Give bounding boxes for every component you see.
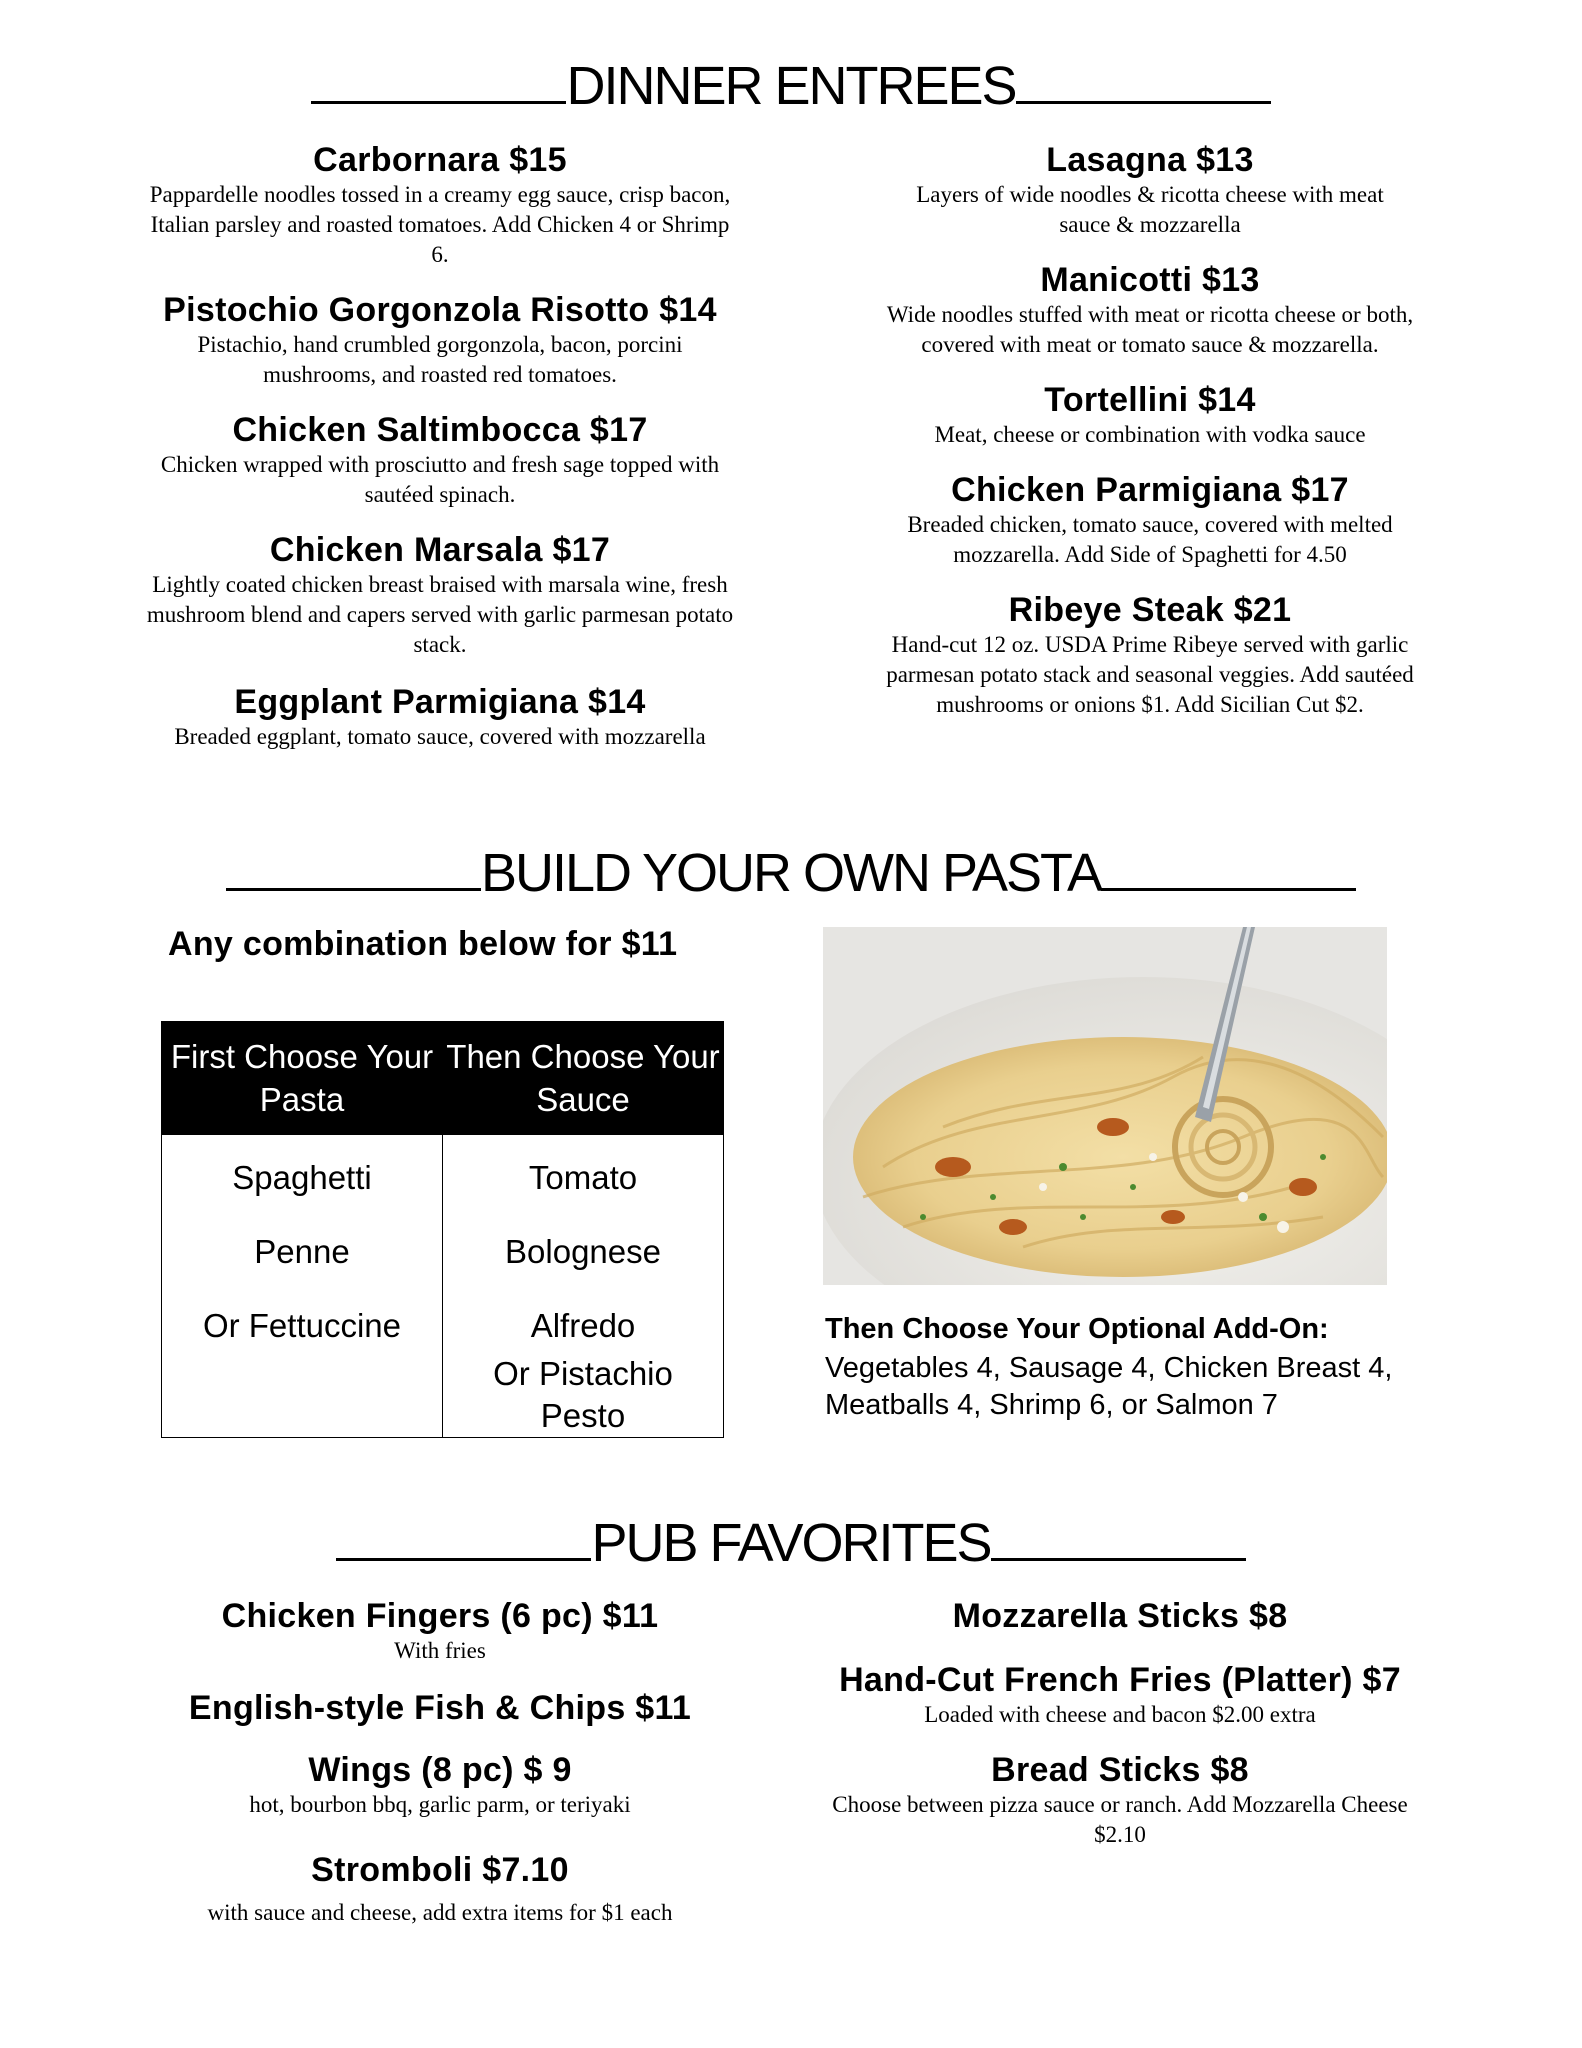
heading-rule-left [336,1550,591,1561]
heading-text: PUB FAVORITES [591,1513,991,1573]
menu-item-desc: Pistachio, hand crumbled gorgonzola, bacon, porcini mushrooms, and roasted red tomatoes. [197,332,683,387]
heading-rule-right [1101,880,1356,891]
menu-item [845,260,1455,360]
menu-item-title: Manicotti $13 [1040,261,1260,299]
menu-item-title: English-style Fish & Chips $11 [188,1689,692,1727]
sauce-column-header: Then Choose Your Sauce [443,1022,724,1135]
sauce-option: Bolognese [443,1199,724,1273]
heading-rule-right [1016,93,1271,104]
menu-item-title: Chicken Parmigiana $17 [951,471,1349,509]
menu-item-desc: Loaded with cheese and bacon $2.00 extra [924,1702,1316,1727]
menu-item-desc: Pappardelle noodles tossed in a creamy egg sauce, crisp bacon, Italian parsley and roasted tomatoes. Add Chicken 4 or Shrimp 6. [149,182,731,267]
pasta-option-empty [162,1347,443,1438]
build-pasta-heading [0,842,1582,904]
menu-item-desc: With fries [394,1638,486,1663]
pub-left-column [135,1596,745,1928]
menu-item-title: Tortellini $14 [1044,381,1256,419]
menu-item [135,682,745,752]
menu-item-title: Eggplant Parmigiana $14 [234,683,646,721]
menu-item-title: Bread Sticks $8 [991,1751,1249,1789]
menu-item-title: Hand-Cut French Fries (Platter) $7 [839,1661,1401,1699]
heading-rule-left [311,93,566,104]
pasta-option: Penne [162,1199,443,1273]
menu-item [135,290,745,390]
pasta-illustration [823,927,1387,1285]
table-row [162,1135,724,1200]
dinner-right-column [845,140,1455,720]
menu-item [135,1850,745,1928]
pub-right-column [800,1596,1440,1850]
pasta-photo [823,927,1387,1285]
menu-item-title: Ribeye Steak $21 [1008,591,1292,629]
menu-item-title: Chicken Marsala $17 [269,531,611,569]
table-row [162,1273,724,1347]
menu-item [135,1750,745,1820]
menu-item [135,1596,745,1666]
table-row [162,1347,724,1438]
menu-item-desc: Choose between pizza sauce or ranch. Add Mozzarella Cheese $2.10 [832,1792,1408,1847]
menu-item [800,1596,1440,1636]
addon-text: Vegetables 4, Sausage 4, Chicken Breast 4, Meatballs 4, Shrimp 6, or Salmon 7 [825,1352,1393,1421]
build-pasta-table [161,1021,724,1438]
pasta-column-header: First Choose Your Pasta [162,1022,443,1135]
menu-item-desc: Lightly coated chicken breast braised with marsala wine, fresh mushroom blend and capers served with garlic parmesan potato stack. [146,572,734,657]
menu-item-desc: Layers of wide noodles & ricotta cheese with meat sauce & mozzarella [916,182,1384,237]
menu-item-desc: Meat, cheese or combination with vodka sauce [934,422,1366,447]
menu-item [135,1688,745,1728]
heading-text: BUILD YOUR OWN PASTA [480,843,1102,903]
addon-title: Then Choose Your Optional Add-On: [825,1313,1329,1345]
menu-item-desc: Breaded chicken, tomato sauce, covered with melted mozzarella. Add Side of Spaghetti for 4.50 [907,512,1393,567]
menu-item-title: Mozzarella Sticks $8 [952,1597,1288,1635]
menu-item [135,410,745,510]
menu-item-title: Wings (8 pc) $ 9 [308,1751,572,1789]
menu-item [800,1660,1440,1730]
menu-item-desc: Hand-cut 12 oz. USDA Prime Ribeye served with garlic parmesan potato stack and seasonal veggies. Add sautéed mushrooms or onions $1. Add Sicilian Cut $2. [886,632,1414,717]
menu-item [135,530,745,660]
heading-text: DINNER ENTREES [566,56,1016,116]
menu-item-desc: Wide noodles stuffed with meat or ricotta cheese or both, covered with meat or tomato sauce & mozzarella. [886,302,1414,357]
dinner-left-column [135,140,745,752]
menu-item [135,140,745,270]
menu-item [800,1750,1440,1850]
table-header-row [162,1022,724,1135]
menu-item-title: Chicken Fingers (6 pc) $11 [221,1597,659,1635]
heading-rule-right [991,1550,1246,1561]
menu-item [845,140,1455,240]
menu-item-title: Stromboli $7.10 [311,1851,569,1889]
heading-rule-left [226,880,481,891]
menu-item-desc: Breaded eggplant, tomato sauce, covered with mozzarella [174,724,706,749]
menu-item [845,470,1455,570]
menu-item-title: Lasagna $13 [1046,141,1254,179]
pub-favorites-heading [0,1512,1582,1574]
menu-item-desc: Chicken wrapped with prosciutto and fresh sage topped with sautéed spinach. [160,452,720,507]
dinner-entrees-heading [0,55,1582,117]
menu-item-desc: with sauce and cheese, add extra items for $1 each [207,1900,673,1925]
sauce-option: Alfredo [443,1273,724,1347]
menu-item [845,380,1455,450]
menu-item-title: Chicken Saltimbocca $17 [232,411,648,449]
pasta-option: Spaghetti [162,1135,443,1200]
pasta-option: Or Fettuccine [162,1273,443,1347]
build-subtitle: Any combination below for $11 [168,925,678,963]
sauce-option: Or Pistachio Pesto [443,1347,724,1438]
menu-item [845,590,1455,720]
sauce-option: Tomato [443,1135,724,1200]
menu-item-desc: hot, bourbon bbq, garlic parm, or teriyaki [249,1792,631,1817]
table-row [162,1199,724,1273]
menu-item-title: Carbornara $15 [313,141,567,179]
menu-item-title: Pistochio Gorgonzola Risotto $14 [163,291,717,329]
